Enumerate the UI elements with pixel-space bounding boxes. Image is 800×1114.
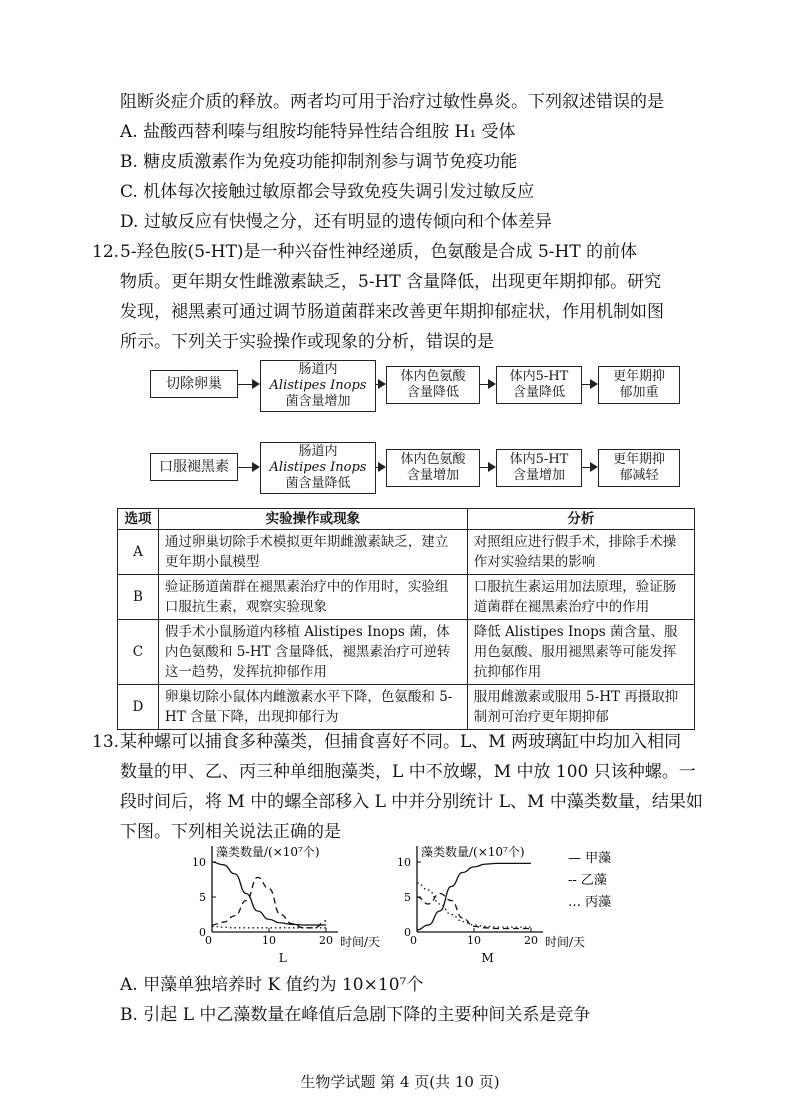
chart-L-panel-label: L: [278, 951, 287, 965]
q13-option-a: A. 甲藻单独培养时 K 值约为 10×10⁷个: [120, 975, 424, 995]
flow2-box-gut-line3: 菌含量降低: [285, 476, 351, 491]
chart-L-ylabel: 藻类数量/(×10⁷个): [216, 845, 320, 859]
row-analysis: 服用雌激素或服用 5-HT 再摄取抑制剂可治疗更年期抑郁: [467, 685, 694, 730]
flow1-box-gut-species: Alistipes Inops: [269, 378, 367, 393]
row-analysis: 对照组应进行假手术，排除手术操作对实验结果的影响: [467, 530, 694, 575]
row-label: C: [118, 620, 159, 685]
question-13-number: 13.: [92, 732, 120, 752]
chart-L-series-甲藻: [212, 862, 326, 925]
row-operation: 通过卵巢切除手术模拟更年期雌激素缺乏，建立更年期小鼠模型: [158, 530, 467, 575]
q13-line-3: 段时间后，将 M 中的螺全部移入 L 中并分别统计 L、M 中藻类数量，结果如: [120, 792, 703, 812]
chart-L-xtick-label: 0: [205, 934, 212, 947]
chart-L-ytick-label: 10: [192, 856, 206, 869]
chart-L-series-乙藻: [212, 877, 326, 927]
flow2-box-outcome-line1: 更年期抑: [612, 452, 665, 467]
flow1-box-gut: [260, 360, 376, 412]
chart-L-xtick-label: 10: [262, 934, 276, 947]
header-analysis: 分析: [467, 509, 694, 530]
row-operation: 假手术小鼠肠道内移植 Alistipes Inops 菌，体内色氨酸和 5-HT 含量降低，褪黑素治疗可逆转这一趋势，发挥抗抑郁作用: [158, 620, 467, 685]
flow1-box-gut-line3: 菌含量增加: [285, 394, 351, 409]
flow1-box-5ht-line1: 体内5-HT: [509, 369, 569, 384]
table-row: [118, 685, 695, 730]
flow1-box-tryptophan-line1: 体内色氨酸: [400, 369, 466, 384]
flow2-arrow-3: [480, 467, 494, 468]
table-header-row: [118, 509, 695, 530]
q12-line-4: 所示。下列关于实验操作或现象的分析，错误的是: [120, 332, 494, 352]
chart-L-ytick-label: 0: [199, 926, 206, 939]
flow2-box-5ht-line2: 含量增加: [512, 468, 565, 483]
chart-M-ytick-label: 5: [404, 891, 411, 904]
flow1-arrow-1: [238, 384, 258, 385]
algae-charts: [0, 840, 800, 970]
header-operation: 实验操作或现象: [158, 509, 467, 530]
flow1-arrow-2: [376, 384, 384, 385]
q12-line-1: 5-羟色胺(5-HT)是一种兴奋性神经递质，色氨酸是合成 5-HT 的前体: [120, 242, 638, 262]
flow2-box-tryptophan-line2: 含量增加: [406, 468, 459, 483]
q11-option-d: D. 过敏反应有快慢之分，还有明显的遗传倾向和个体差异: [120, 212, 552, 232]
chart-L-xtick-label: 20: [319, 934, 333, 947]
flow1-start-box: 切除卵巢: [150, 370, 238, 398]
q12-line-2: 物质。更年期女性雌激素缺乏，5-HT 含量降低，出现更年期抑郁。研究: [120, 272, 662, 292]
chart-M-ytick-label: 0: [404, 926, 411, 939]
flow2-box-tryptophan: [386, 449, 480, 487]
flow1-box-outcome-line1: 更年期抑: [612, 369, 665, 384]
table-row: [118, 620, 695, 685]
question-12-number: 12.: [92, 242, 120, 262]
flow1-box-5ht: [496, 366, 582, 404]
chart-L-xlabel: 时间/天: [340, 935, 381, 949]
header-option: 选项: [118, 509, 159, 530]
chart-legend-entry: … 丙藻: [568, 895, 612, 910]
flow1-arrow-4: [582, 384, 596, 385]
flow2-start-box: 口服褪黑素: [150, 453, 238, 481]
flow2-box-tryptophan-line1: 体内色氨酸: [400, 452, 466, 467]
q11-option-a: A. 盐酸西替利嗪与组胺均能特异性结合组胺 H₁ 受体: [120, 122, 516, 142]
flow2-arrow-2: [376, 467, 384, 468]
flow1-box-tryptophan: [386, 366, 480, 404]
options-table: [117, 508, 695, 730]
chart-M-ylabel: 藻类数量/(×10⁷个): [421, 845, 525, 859]
flow2-box-gut-species: Alistipes Inops: [269, 460, 367, 475]
chart-M-xlabel: 时间/天: [545, 935, 586, 949]
chart-M-xtick-label: 10: [467, 934, 481, 947]
q13-line-1: 某种螺可以捕食多种藻类，但捕食喜好不同。L、M 两玻璃缸中均加入相同: [120, 732, 682, 752]
q13-line-2: 数量的甲、乙、丙三种单细胞藻类，L 中不放螺，M 中放 100 只该种螺。一: [120, 762, 696, 782]
q12-line-3: 发现，褪黑素可通过调节肠道菌群来改善更年期抑郁症状，作用机制如图: [120, 302, 664, 322]
flow2-arrow-4: [582, 467, 596, 468]
flow1-box-gut-line1: 肠道内: [298, 362, 338, 377]
chart-M-xtick-label: 20: [524, 934, 538, 947]
flow2-box-outcome-line2: 郁减轻: [619, 468, 659, 483]
q13-line-4: 下图。下列相关说法正确的是: [120, 822, 341, 842]
table-row: [118, 575, 695, 620]
flow1-arrow-3: [480, 384, 494, 385]
chart-L-ytick-label: 5: [199, 891, 206, 904]
flow2-box-gut-line1: 肠道内: [298, 444, 338, 459]
chart-M-series-丙藻: [417, 883, 531, 927]
flow2-box-gut: [260, 442, 376, 494]
flow1-box-outcome-line2: 郁加重: [619, 385, 659, 400]
row-analysis: 口服抗生素运用加法原理，验证肠道菌群在褪黑素治疗中的作用: [467, 575, 694, 620]
row-label: B: [118, 575, 159, 620]
q11-option-b: B. 糖皮质激素作为免疫功能抑制剂参与调节免疫功能: [120, 152, 518, 172]
question-11-stem-tail: 阻断炎症介质的释放。两者均可用于治疗过敏性鼻炎。下列叙述错误的是: [120, 92, 664, 112]
chart-M-ytick-label: 10: [397, 856, 411, 869]
chart-M-series-乙藻: [417, 894, 531, 929]
flow1-box-5ht-line2: 含量降低: [512, 385, 565, 400]
flow2-box-5ht: [496, 449, 582, 487]
flow2-box-outcome: [598, 449, 680, 487]
row-operation: 卵巢切除小鼠体内雌激素水平下降，色氨酸和 5-HT 含量下降，出现抑郁行为: [158, 685, 467, 730]
chart-M-xtick-label: 0: [410, 934, 417, 947]
row-label: D: [118, 685, 159, 730]
row-label: A: [118, 530, 159, 575]
q13-option-b: B. 引起 L 中乙藻数量在峰值后急剧下降的主要种间关系是竞争: [120, 1005, 591, 1025]
q11-option-c: C. 机体每次接触过敏原都会导致免疫失调引发过敏反应: [120, 182, 535, 202]
flow1-box-tryptophan-line2: 含量降低: [406, 385, 459, 400]
chart-legend-entry: -- 乙藻: [568, 873, 607, 888]
flow2-box-5ht-line1: 体内5-HT: [509, 452, 569, 467]
chart-legend-entry: — 甲藻: [568, 851, 612, 866]
table-row: [118, 530, 695, 575]
row-operation: 验证肠道菌群在褪黑素治疗中的作用时，实验组口服抗生素，观察实验现象: [158, 575, 467, 620]
flow2-arrow-1: [238, 467, 258, 468]
row-analysis: 降低 Alistipes Inops 菌含量、服用色氨酸、服用褪黑素等可能发挥抗抑郁作用: [467, 620, 694, 685]
flow1-box-outcome: [598, 366, 680, 404]
chart-M-panel-label: M: [481, 951, 494, 965]
page-footer: 生物学试题 第 4 页(共 10 页): [300, 1073, 500, 1091]
